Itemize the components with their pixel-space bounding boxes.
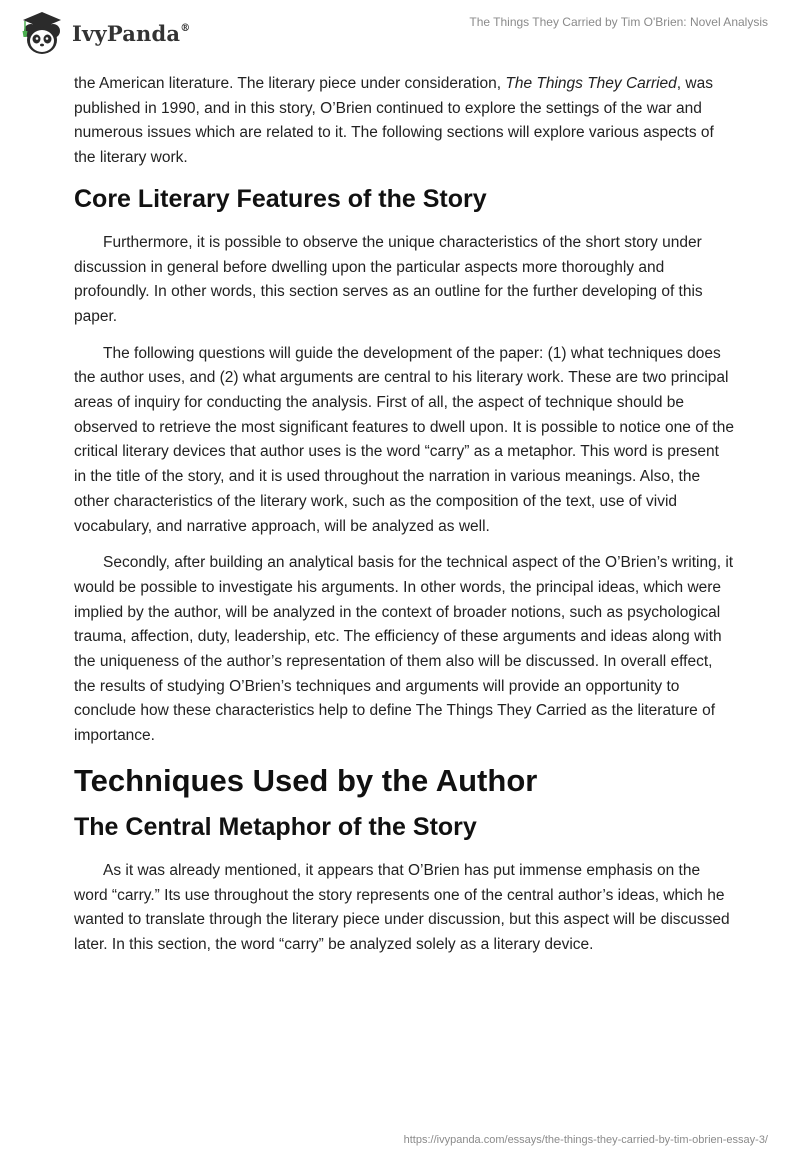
heading-core-literary-features: Core Literary Features of the Story [74,184,487,213]
ivypanda-logo[interactable] [16,8,190,58]
panda-graduate-icon [16,9,68,57]
essay-content [74,72,734,970]
heading-central-metaphor: The Central Metaphor of the Story [74,812,477,841]
brand-name: IvyPanda® [72,20,191,46]
paragraph-intro: the American literature. The literary piece under consideration, The Things They Carried, was published in 1990, and in this story, O’Brien continued to explore the settings of the war and numerous issues which are related to it. The following sections will explore various aspects of the literary work. [74,75,714,167]
paragraph: Secondly, after building an analytical basis for the technical aspect of the O’Brien’s writing, it would be possible to investigate his arguments. In other words, the principal ideas, which were implied by the author, will be analyzed in the context of broader notions, such as psychological trauma, affection, duty, leadership, etc. The efficiency of these arguments and ideas along with the uniqueness of the author’s representation of them also will be discussed. In overall effect, the results of studying O’Brien’s techniques and arguments will provide an opportunity to conclude how these characteristics help to define The Things They Carried as the literature of importance. [74,554,734,745]
registered-mark: ® [180,22,191,34]
paragraph: Furthermore, it is possible to observe the unique characteristics of the short story under discussion in general before dwelling upon the particular aspects more thoroughly and profoundly. In other words, this section serves as an outline for the further developing of this paper. [74,233,703,325]
document-title: The Things They Carried by Tim O'Brien: Novel Analysis [469,15,768,29]
page-header [0,0,800,70]
source-url[interactable]: https://ivypanda.com/essays/the-things-they-carried-by-tim-obrien-essay-3/ [403,1134,768,1146]
heading-techniques-used: Techniques Used by the Author [74,762,538,798]
book-title-italic: The Things They Carried [505,75,677,92]
paragraph: As it was already mentioned, it appears that O’Brien has put immense emphasis on the word “carry.” Its use throughout the story represents one of the central author’s ideas, which he wanted to translate through the literary piece under discussion, but this aspect will be discussed later. In this section, the word “carry” be analyzed solely as a literary device. [74,861,730,953]
paragraph: The following questions will guide the development of the paper: (1) what techniques does the author uses, and (2) what arguments are central to his literary work. These are two principal areas of inquiry for conducting the analysis. First of all, the aspect of technique should be observed to retrieve the most significant features to dwell upon. It is possible to notice one of the critical literary devices that author uses is the word “carry” as a metaphor. This word is present in the title of the story, and it is used throughout the narration in various meanings. Also, the other characteristics of the literary work, such as the composition of the text, use of vivid vocabulary, and narrative approach, will be analyzed as well. [74,344,734,535]
